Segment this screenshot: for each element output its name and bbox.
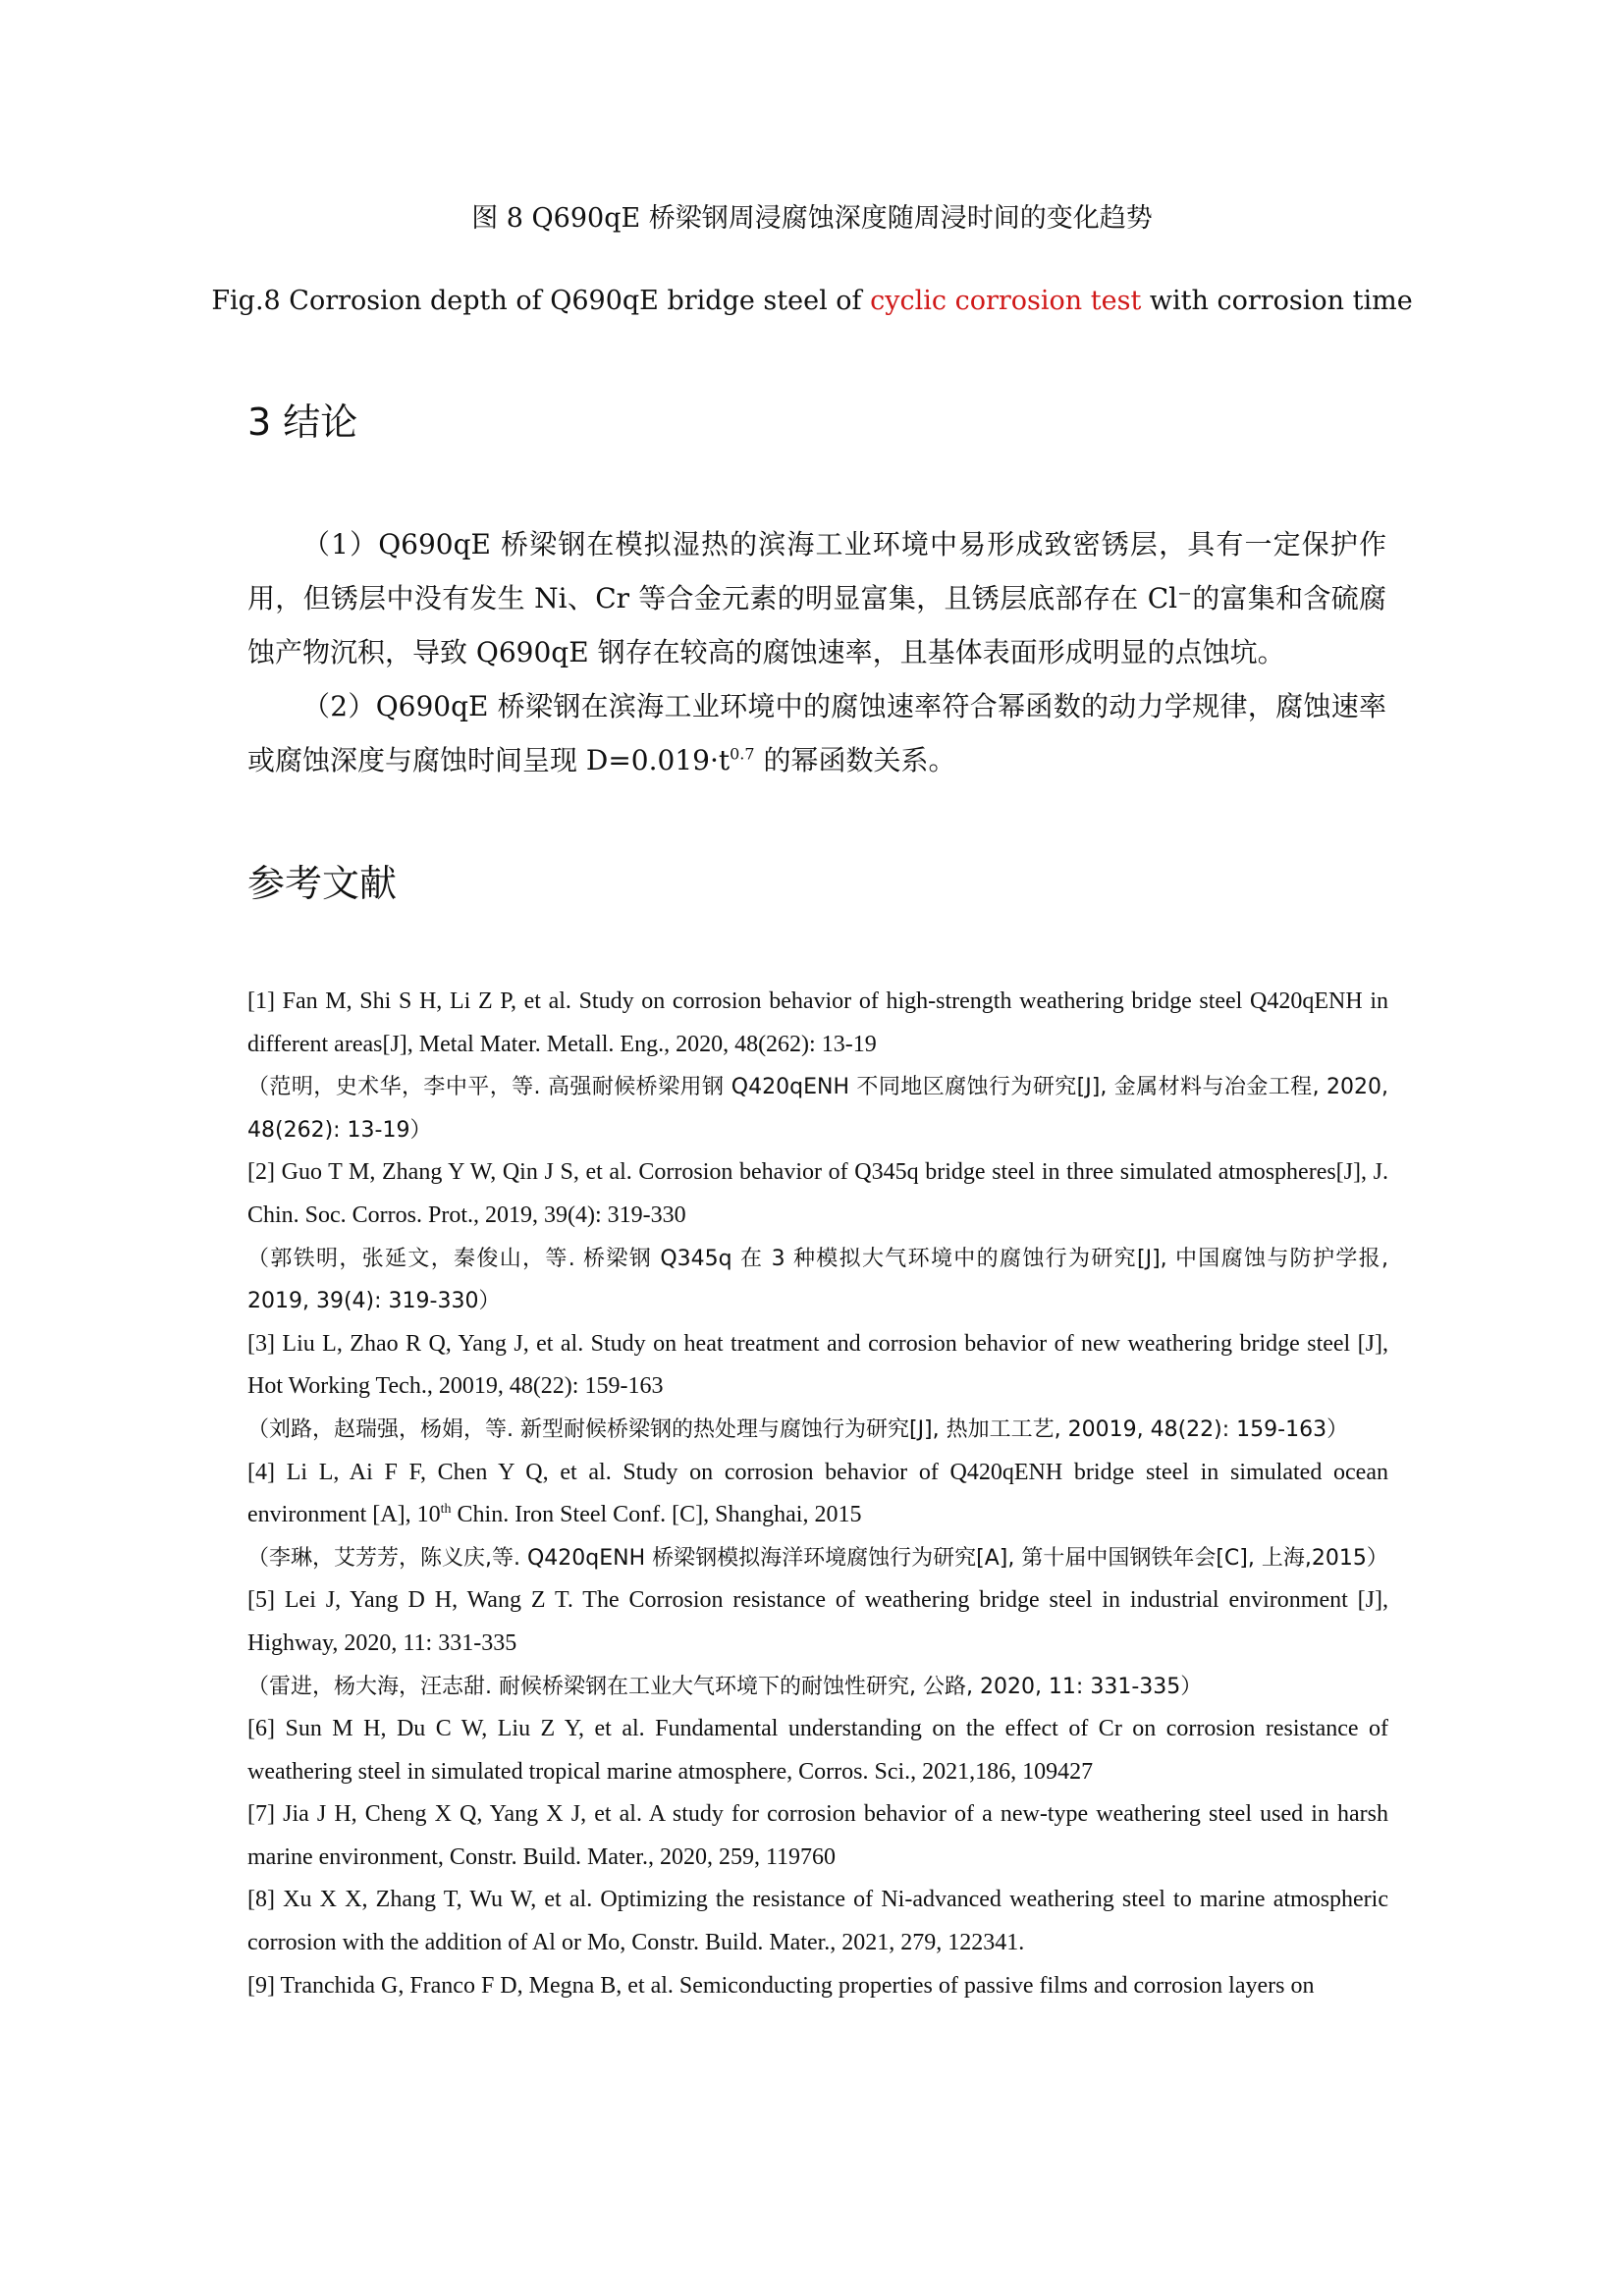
reference-item: [3] Liu L, Zhao R Q, Yang J, et al. Study on heat treatment and corrosion behavior of new weathering bridge steel [J], Hot Working Tech., 20019, 48(22): 159-163 (247, 1330, 1388, 1400)
reference-item-chinese: （郭铁明，张延文，秦俊山，等. 桥梁钢 Q345q 在 3 种模拟大气环境中的腐蚀行为研究[J], 中国腐蚀与防护学报, 2019, 39(4): 319-330） (247, 1246, 1388, 1314)
conclusion-paragraph-2 (247, 679, 1386, 787)
figure-caption-english (0, 282, 1624, 321)
reference-item: [2] Guo T M, Zhang Y W, Qin J S, et al. Corrosion behavior of Q345q bridge steel in three simulated atmospheres[J], J. Chin. Soc. Corros. Prot., 2019, 39(4): 319-330 (247, 1159, 1388, 1228)
reference-item (247, 1452, 1388, 1537)
figure-caption-chinese: 图 8 Q690qE 桥梁钢周浸腐蚀深度随周浸时间的变化趋势 (471, 203, 1153, 234)
section-heading-conclusion: 3 结论 (247, 400, 358, 444)
reference-text: [4] Li L, Ai F F, Chen Y Q, et al. Study on corrosion behavior of Q420qENH bridge steel in simulated ocean environment [A], 10 (247, 1459, 1388, 1528)
reference-item: [8] Xu X X, Zhang T, Wu W, et al. Optimizing the resistance of Ni-advanced weathering steel to marine atmospheric corrosion with the addition of Al or Mo, Constr. Build. Mater., 2021, 279, 122341. (247, 1887, 1388, 1956)
reference-item: [9] Tranchida G, Franco F D, Megna B, et al. Semiconducting properties of passive films and corrosion layers on (247, 1972, 1315, 1999)
section-heading-references: 参考文献 (247, 862, 398, 905)
conclusion-paragraph-2-end: 的幂函数关系。 (754, 744, 956, 776)
reference-item-chinese: （刘路，赵瑞强，杨娟，等. 新型耐候桥梁钢的热处理与腐蚀行为研究[J], 热加工工艺, 20019, 48(22): 159-163） (247, 1416, 1349, 1442)
reference-item: [5] Lei J, Yang D H, Wang Z T. The Corrosion resistance of weathering bridge steel in industrial environment [J], Highway, 2020, 11: 331-335 (247, 1587, 1388, 1656)
caption-en-highlight: cyclic corrosion test (870, 286, 1142, 316)
reference-item: [1] Fan M, Shi S H, Li Z P, et al. Study on corrosion behavior of high-strength weathering bridge steel Q420qENH in different areas[J], Metal Mater. Metall. Eng., 2020, 48(262): 13-19 (247, 988, 1388, 1057)
conclusion-paragraph-2-text: （2）Q690qE 桥梁钢在滨海工业环境中的腐蚀速率符合幂函数的动力学规律，腐蚀速率或腐蚀深度与腐蚀时间呈现 D=0.019·t (247, 690, 1386, 776)
reference-item-chinese: （范明，史术华，李中平，等. 高强耐候桥梁用钢 Q420qENH 不同地区腐蚀行为研究[J], 金属材料与冶金工程, 2020, 48(262): 13-19） (247, 1075, 1388, 1143)
reference-text-end: Chin. Iron Steel Conf. [C], Shanghai, 2015 (451, 1502, 862, 1528)
ordinal-suffix: th (440, 1502, 452, 1518)
reference-item-chinese: （雷进，杨大海，汪志甜. 耐候桥梁钢在工业大气环境下的耐蚀性研究, 公路, 2020, 11: 331-335） (247, 1674, 1203, 1699)
caption-en-text: Fig.8 Corrosion depth of Q690qE bridge steel of (211, 286, 871, 316)
exponent: 0.7 (730, 744, 755, 764)
caption-en-text-end: with corrosion time (1141, 286, 1413, 316)
reference-list (247, 981, 1388, 2007)
conclusion-paragraph-1: （1）Q690qE 桥梁钢在模拟湿热的滨海工业环境中易形成致密锈层，具有一定保护作用，但锈层中没有发生 Ni、Cr 等合金元素的明显富集，且锈层底部存在 Cl⁻的富集和含硫腐蚀产物沉积，导致 Q690qE 钢存在较高的腐蚀速率，且基体表面形成明显的点蚀坑。 (247, 528, 1386, 668)
reference-item: [6] Sun M H, Du C W, Liu Z Y, et al. Fundamental understanding on the effect of Cr on corrosion resistance of weathering steel in simulated tropical marine atmosphere, Corros. Sci., 2021,186, 109427 (247, 1716, 1388, 1785)
reference-item: [7] Jia J H, Cheng X Q, Yang X J, et al. A study for corrosion behavior of a new-type weathering steel used in harsh marine environment, Constr. Build. Mater., 2020, 259, 119760 (247, 1801, 1388, 1870)
reference-item-chinese: （李琳，艾芳芳，陈义庆,等. Q420qENH 桥梁钢模拟海洋环境腐蚀行为研究[A], 第十届中国钢铁年会[C], 上海,2015） (247, 1545, 1388, 1571)
